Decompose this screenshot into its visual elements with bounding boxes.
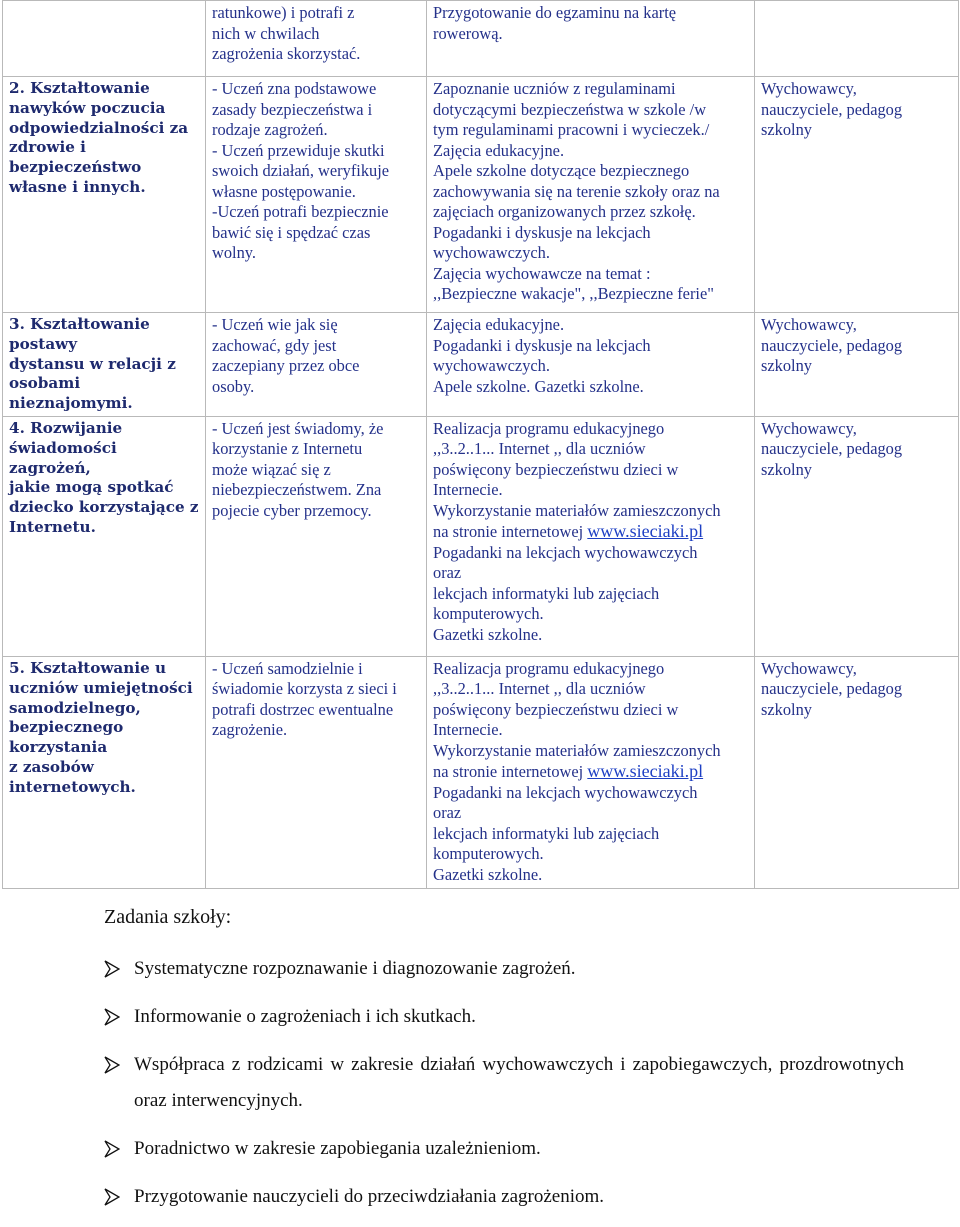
cell-line: uczniów umiejętności — [9, 678, 193, 697]
cell-line: zaczepiany przez obce — [212, 356, 360, 375]
cell-line: Wykorzystanie materiałów zamieszczonych — [433, 500, 721, 520]
school-tasks-title: Zadania szkoły: — [104, 906, 232, 928]
plan-table — [2, 0, 959, 889]
cell-line: zachowywania się na terenie szkoły oraz na — [433, 181, 720, 201]
method-cell — [427, 77, 755, 313]
cell-line: Realizacja programu edukacyjnego — [433, 418, 665, 438]
cell-line: szkolny — [761, 120, 812, 139]
cell-line: zagrożenia skorzystać. — [212, 44, 361, 63]
cell-line: potrafi dostrzec ewentualne — [212, 699, 394, 719]
cell-line: z zasobów internetowych. — [9, 757, 136, 796]
cell-line: -Uczeń potrafi bezpiecznie — [212, 202, 389, 221]
cell-line: zasady bezpieczeństwa i — [212, 99, 373, 119]
cell-line: dziecko korzystające z — [9, 498, 199, 517]
method-cell — [427, 313, 755, 417]
goal-cell — [3, 656, 206, 888]
cell-line: niebezpieczeństwem. Zna — [212, 480, 382, 500]
cell-line: Wychowawcy, — [761, 315, 857, 334]
table-row — [3, 77, 959, 313]
method-cell — [427, 1, 755, 77]
cell-line: Zajęcia wychowawcze na temat : — [433, 263, 651, 283]
arrowhead-bullet-icon — [104, 1056, 120, 1074]
task-text: Współpraca z rodzicami w zakresie działań wychowawczych i zapobiegawczych, prozdrowotnych oraz interwencyjnych. — [134, 1054, 904, 1111]
cell-line: dotyczącymi bezpieczeństwa w szkole /w — [433, 99, 707, 119]
arrowhead-bullet-icon — [104, 1008, 120, 1026]
table-row — [3, 416, 959, 656]
cell-line: Gazetki szkolne. — [433, 624, 543, 644]
cell-line: Apele szkolne. Gazetki szkolne. — [433, 376, 644, 396]
arrowhead-bullet-icon — [104, 960, 120, 978]
cell-line: korzystanie z Internetu — [212, 439, 363, 459]
cell-line: nauczyciele, pedagog — [761, 99, 903, 119]
cell-line: świadomie korzysta z sieci i — [212, 679, 397, 699]
cell-line: 4. Rozwijanie — [9, 418, 123, 437]
task-text: Poradnictwo w zakresie zapobiegania uzależnieniom. — [134, 1138, 541, 1159]
arrowhead-bullet-icon — [104, 1140, 120, 1158]
responsible-cell — [755, 1, 959, 77]
cell-line: ,,3..2..1... Internet ,, dla uczniów — [433, 439, 646, 459]
cell-line: komputerowych. — [433, 844, 544, 864]
outcome-cell — [206, 656, 427, 888]
goal-cell — [3, 416, 206, 656]
table-row — [3, 313, 959, 417]
cell-line: zagrożenie. — [212, 720, 288, 740]
cell-line: 2. Kształtowanie — [9, 79, 150, 97]
cell-line: odpowiedzialności za — [9, 118, 189, 137]
link-prefix: na stronie internetowej — [433, 762, 588, 782]
outcome-cell — [206, 416, 427, 656]
goal-cell — [3, 313, 206, 417]
cell-line: Pogadanki na lekcjach wychowawczych — [433, 542, 698, 562]
cell-line: Pogadanki na lekcjach wychowawczych — [433, 782, 698, 802]
cell-line: Internecie. — [433, 720, 503, 740]
task-item — [104, 1131, 904, 1167]
cell-line: - Uczeń zna podstawowe — [212, 79, 377, 98]
cell-line: komputerowych. — [433, 604, 544, 624]
responsible-cell — [755, 656, 959, 888]
cell-line: zdrowie i bezpieczeństwo — [9, 138, 142, 177]
table-row — [3, 1, 959, 77]
task-text: Informowanie o zagrożeniach i ich skutkach. — [134, 1006, 476, 1027]
cell-line: Wychowawcy, — [761, 79, 857, 98]
cell-line: bezpiecznego korzystania — [9, 718, 129, 757]
cell-line: tym regulaminami pracowni i wycieczek./ — [433, 120, 710, 139]
method-cell — [427, 656, 755, 888]
cell-line: nauczyciele, pedagog — [761, 679, 903, 699]
cell-line: - Uczeń wie jak się — [212, 315, 338, 334]
cell-line: wolny. — [212, 243, 257, 262]
cell-line: zajęciach organizowanych przez szkołę. — [433, 202, 696, 221]
task-item — [104, 1179, 904, 1215]
link-line — [433, 521, 748, 543]
cell-line: wychowawczych. — [433, 243, 550, 262]
cell-line: Realizacja programu edukacyjnego — [433, 658, 665, 678]
cell-line: poświęcony bezpieczeństwu dzieci w — [433, 699, 679, 719]
cell-line: - Uczeń samodzielnie i — [212, 658, 363, 678]
cell-line: lekcjach informatyki lub zajęciach — [433, 583, 660, 603]
cell-line: - Uczeń jest świadomy, że — [212, 418, 384, 438]
cell-line: poświęcony bezpieczeństwu dzieci w — [433, 459, 679, 479]
cell-line: własne postępowanie. — [212, 181, 356, 201]
outcome-cell — [206, 313, 427, 417]
cell-line: pojecie cyber przemocy. — [212, 500, 372, 520]
cell-line: bawić się i spędzać czas — [212, 222, 371, 242]
cell-line: szkolny — [761, 459, 812, 479]
sieciaki-link[interactable]: www.sieciaki.pl — [587, 761, 704, 782]
responsible-cell — [755, 313, 959, 417]
cell-line: oraz — [433, 563, 462, 583]
cell-line: 3. Kształtowanie postawy — [9, 315, 156, 353]
goal-cell — [3, 77, 206, 313]
cell-line: Wykorzystanie materiałów zamieszczonych — [433, 740, 721, 760]
cell-line: Pogadanki i dyskusje na lekcjach — [433, 222, 651, 242]
cell-line: ,,3..2..1... Internet ,, dla uczniów — [433, 679, 646, 699]
cell-line: ,,Bezpieczne wakacje", ,,Bezpieczne ferie" — [433, 284, 714, 303]
cell-line: szkolny — [761, 699, 812, 719]
responsible-cell — [755, 416, 959, 656]
method-cell — [427, 416, 755, 656]
cell-line: Gazetki szkolne. — [433, 864, 543, 884]
cell-line: Wychowawcy, — [761, 658, 857, 678]
cell-line: Zapoznanie uczniów z regulaminami — [433, 79, 676, 98]
task-text: Systematyczne rozpoznawanie i diagnozowanie zagrożeń. — [134, 958, 576, 979]
cell-line: osobami nieznajomymi. — [9, 374, 133, 413]
school-tasks-section — [104, 906, 904, 1227]
outcome-cell — [206, 1, 427, 77]
task-item — [104, 1047, 904, 1119]
responsible-cell — [755, 77, 959, 313]
cell-line: nauczyciele, pedagog — [761, 439, 903, 459]
cell-line: osoby. — [212, 376, 255, 396]
cell-line: może wiązać się z — [212, 459, 331, 479]
cell-line: rodzaje zagrożeń. — [212, 120, 328, 139]
cell-line: samodzielnego, — [9, 698, 141, 717]
cell-line: swoich działań, weryfikuje — [212, 161, 390, 180]
table-row — [3, 656, 959, 888]
cell-line: Wychowawcy, — [761, 418, 857, 438]
sieciaki-link[interactable]: www.sieciaki.pl — [587, 521, 704, 542]
cell-line: własne i innych. — [9, 177, 146, 196]
cell-line: nauczyciele, pedagog — [761, 335, 903, 355]
goal-cell — [3, 1, 206, 77]
cell-line: 5. Kształtowanie u — [9, 658, 167, 677]
cell-line: zachować, gdy jest — [212, 335, 337, 355]
cell-line: oraz — [433, 803, 462, 823]
school-tasks-list — [104, 951, 904, 1215]
arrowhead-bullet-icon — [104, 1188, 120, 1206]
cell-line: Internetu. — [9, 517, 96, 536]
cell-line: dystansu w relacji z — [9, 354, 176, 373]
link-line — [433, 761, 748, 783]
cell-line: nawyków poczucia — [9, 98, 166, 117]
cell-line: Przygotowanie do egzaminu na kartę — [433, 3, 677, 22]
cell-line: rowerową. — [433, 23, 503, 43]
cell-line: świadomości zagrożeń, — [9, 438, 123, 477]
cell-line: nich w chwilach — [212, 23, 320, 43]
task-item — [104, 951, 904, 987]
cell-line: szkolny — [761, 356, 812, 375]
cell-line: Internecie. — [433, 480, 503, 500]
task-item — [104, 999, 904, 1035]
task-text: Przygotowanie nauczycieli do przeciwdziałania zagrożeniom. — [134, 1186, 605, 1207]
cell-line: wychowawczych. — [433, 356, 550, 375]
cell-line: jakie mogą spotkać — [9, 478, 174, 497]
outcome-cell — [206, 77, 427, 313]
cell-line: Apele szkolne dotyczące bezpiecznego — [433, 161, 690, 180]
link-prefix: na stronie internetowej — [433, 522, 588, 542]
cell-line: - Uczeń przewiduje skutki — [212, 140, 385, 160]
cell-line: Zajęcia edukacyjne. — [433, 140, 565, 160]
cell-line: Pogadanki i dyskusje na lekcjach — [433, 335, 651, 355]
plan-table-body — [3, 1, 959, 889]
cell-line: lekcjach informatyki lub zajęciach — [433, 823, 660, 843]
cell-line: Zajęcia edukacyjne. — [433, 315, 565, 334]
cell-line: ratunkowe) i potrafi z — [212, 3, 355, 22]
